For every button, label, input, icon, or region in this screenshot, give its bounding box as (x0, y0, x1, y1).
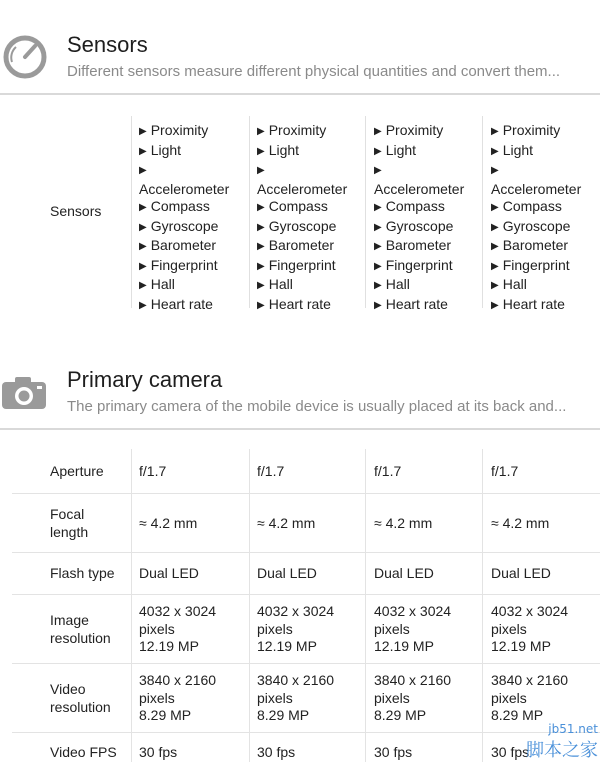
sensor-name: Barometer (268, 237, 335, 253)
sensor-list-item (257, 198, 369, 218)
bullet-triangle-icon: ▶ (139, 145, 147, 157)
cell-value: ≈ 4.2 mm (257, 515, 316, 531)
bullet-triangle-icon: ▶ (374, 145, 382, 157)
bullet-triangle-icon: ▶ (491, 260, 499, 272)
row-label-line: length (50, 523, 89, 540)
sensor-list-item (139, 161, 251, 198)
sensor-name: Barometer (150, 237, 217, 253)
bullet-triangle-icon: ▶ (139, 165, 147, 176)
bullet-triangle-icon: ▶ (374, 165, 382, 176)
cell-value: pixels (139, 689, 175, 706)
cell-value: pixels (139, 620, 175, 637)
bullet-triangle-icon: ▶ (139, 202, 147, 213)
sensor-name: Light (268, 141, 300, 158)
bullet-triangle-icon: ▶ (491, 126, 499, 137)
sensor-list-item (374, 257, 486, 277)
cell-value: pixels (374, 689, 410, 706)
table-cell (139, 603, 216, 656)
cell-value: Dual LED (374, 565, 434, 581)
sensor-list-item (491, 257, 600, 277)
sensor-list-item (139, 198, 251, 218)
bullet-triangle-icon: ▶ (139, 299, 147, 311)
sensor-list-item (257, 237, 369, 257)
sensor-name: Hall (268, 276, 293, 292)
sensor-name: Gyroscope (502, 217, 571, 234)
bullet-triangle-icon: ▶ (257, 280, 265, 291)
row-label (50, 612, 111, 647)
table-cell (139, 565, 199, 583)
sensor-name: Fingerprint (150, 256, 218, 273)
row-label-line: Video FPS (50, 744, 117, 760)
cell-value: 30 fps (491, 744, 530, 760)
cell-value: 12.19 MP (139, 638, 199, 654)
cell-value: ≈ 4.2 mm (374, 515, 433, 531)
table-row (12, 449, 600, 494)
table-cell (374, 463, 401, 481)
sensors-description: Different sensors measure different physical quantities and convert them... (67, 63, 561, 80)
sensor-list-item (374, 237, 486, 257)
sensor-list-item (257, 218, 369, 238)
cell-value: f/1.7 (257, 463, 285, 479)
cell-value: 3840 x 2160 (491, 672, 569, 688)
cell-value: ≈ 4.2 mm (491, 515, 550, 531)
watermark-name: 脚本之家 (526, 740, 598, 761)
sensor-list-item (139, 296, 251, 316)
row-label (50, 681, 111, 716)
cell-value: 12.19 MP (491, 638, 551, 654)
sensor-list-item (491, 198, 600, 218)
table-row (12, 494, 600, 553)
column-divider (131, 449, 132, 762)
bullet-triangle-icon: ▶ (491, 221, 499, 233)
sensor-name: Heart rate (385, 295, 448, 312)
table-row (12, 595, 600, 664)
watermark (526, 722, 598, 762)
sensors-column (257, 122, 369, 315)
sensor-name: Fingerprint (502, 256, 570, 273)
sensor-list-item (374, 142, 486, 162)
table-cell (257, 565, 317, 583)
sensor-list-item (491, 237, 600, 257)
sensor-name: Barometer (502, 237, 569, 253)
cell-value: pixels (257, 689, 293, 706)
bullet-triangle-icon: ▶ (139, 221, 147, 233)
cell-value: Dual LED (491, 565, 551, 581)
sensor-list-item (139, 276, 251, 296)
cell-value: 3840 x 2160 (374, 672, 452, 688)
bullet-triangle-icon: ▶ (491, 299, 499, 311)
table-row (12, 733, 600, 773)
table-cell (139, 515, 197, 533)
bullet-triangle-icon: ▶ (374, 280, 382, 291)
row-label (50, 463, 104, 481)
table-cell (139, 744, 177, 762)
sensor-list-item (374, 198, 486, 218)
table-cell (139, 463, 166, 481)
sensor-list-item (257, 296, 369, 316)
cell-value: 30 fps (139, 744, 178, 760)
bullet-triangle-icon: ▶ (491, 241, 499, 252)
sensor-name: Gyroscope (385, 217, 454, 234)
sensor-list-item (257, 142, 369, 162)
sensor-list-item (257, 257, 369, 277)
cell-value: f/1.7 (491, 463, 519, 479)
sensor-list-item (257, 161, 369, 198)
sensor-list-item (491, 161, 600, 198)
sensor-list-item (139, 142, 251, 162)
sensors-column (491, 122, 600, 315)
bullet-triangle-icon: ▶ (257, 126, 265, 137)
sensor-list-item (139, 122, 251, 142)
cell-value: ≈ 4.2 mm (139, 515, 198, 531)
sensor-list-item (257, 276, 369, 296)
table-cell (491, 515, 549, 533)
sensor-list-item (374, 218, 486, 238)
table-cell (491, 672, 568, 725)
sensor-list-item (374, 276, 486, 296)
sensor-list-item (139, 257, 251, 277)
sensor-name: Compass (385, 198, 445, 214)
bullet-triangle-icon: ▶ (257, 145, 265, 157)
sensor-name: Hall (150, 276, 175, 292)
bullet-triangle-icon: ▶ (374, 202, 382, 213)
sensor-name: Accelerometer (139, 180, 230, 197)
sensor-name: Compass (150, 198, 210, 214)
sensor-name: Barometer (385, 237, 452, 253)
camera-icon (0, 376, 48, 410)
sensor-name: Compass (268, 198, 328, 214)
sensor-list-item (491, 296, 600, 316)
table-cell (491, 603, 568, 656)
sensor-name: Accelerometer (257, 180, 348, 197)
sensor-list-item (374, 161, 486, 198)
table-cell (374, 744, 412, 762)
table-row (12, 664, 600, 733)
row-label (50, 565, 115, 583)
row-label (50, 506, 88, 541)
cell-value: Dual LED (139, 565, 199, 581)
table-cell (257, 672, 334, 725)
cell-value: 8.29 MP (491, 707, 544, 723)
sensor-list-item (491, 276, 600, 296)
bullet-triangle-icon: ▶ (374, 260, 382, 272)
table-cell (374, 565, 434, 583)
cell-value: 4032 x 3024 (491, 603, 569, 619)
cell-value: 3840 x 2160 (257, 672, 335, 688)
sensor-name: Light (502, 141, 534, 158)
cell-value: pixels (491, 689, 527, 706)
table-cell (257, 744, 295, 762)
sensor-name: Gyroscope (150, 217, 219, 234)
table-cell (257, 515, 315, 533)
cell-value: 12.19 MP (257, 638, 317, 654)
sensors-title: Sensors (67, 32, 148, 57)
table-cell (257, 603, 334, 656)
cell-value: pixels (491, 620, 527, 637)
bullet-triangle-icon: ▶ (257, 221, 265, 233)
sensor-name: Proximity (385, 122, 444, 138)
column-divider (365, 449, 366, 762)
bullet-triangle-icon: ▶ (139, 126, 147, 137)
cell-value: 8.29 MP (374, 707, 427, 723)
camera-header-divider (0, 428, 600, 430)
sensor-name: Proximity (268, 122, 327, 138)
bullet-triangle-icon: ▶ (374, 221, 382, 233)
bullet-triangle-icon: ▶ (491, 202, 499, 213)
bullet-triangle-icon: ▶ (257, 202, 265, 213)
camera-description: The primary camera of the mobile device is usually placed at its back and... (67, 398, 567, 415)
sensors-column (139, 122, 251, 315)
sensor-name: Proximity (502, 122, 561, 138)
sensors-column (374, 122, 486, 315)
cell-value: f/1.7 (374, 463, 402, 479)
sensor-list-item (491, 122, 600, 142)
watermark-url: jb51.net (548, 722, 598, 736)
sensor-list-item (139, 237, 251, 257)
cell-value: 30 fps (374, 744, 413, 760)
bullet-triangle-icon: ▶ (491, 145, 499, 157)
sensor-name: Accelerometer (491, 180, 582, 197)
cell-value: 30 fps (257, 744, 296, 760)
sensor-list-item (374, 296, 486, 316)
table-cell (491, 744, 529, 762)
row-label-line: Focal (50, 506, 85, 522)
sensor-name: Heart rate (268, 295, 331, 312)
cell-value: 4032 x 3024 (257, 603, 335, 619)
cell-value: 3840 x 2160 (139, 672, 217, 688)
sensor-name: Proximity (150, 122, 209, 138)
column-divider (131, 116, 132, 308)
row-label-line: resolution (50, 698, 111, 715)
table-cell (257, 463, 284, 481)
sensor-name: Fingerprint (385, 256, 453, 273)
sensor-name: Heart rate (150, 295, 213, 312)
sensor-name: Gyroscope (268, 217, 337, 234)
table-cell (491, 463, 518, 481)
bullet-triangle-icon: ▶ (257, 165, 265, 176)
sensors-header-divider (0, 93, 600, 95)
table-cell (374, 515, 432, 533)
column-divider (249, 449, 250, 762)
table-cell (139, 672, 216, 725)
bullet-triangle-icon: ▶ (374, 241, 382, 252)
table-cell (374, 603, 451, 656)
bullet-triangle-icon: ▶ (374, 299, 382, 311)
cell-value: pixels (374, 620, 410, 637)
cell-value: pixels (257, 620, 293, 637)
sensor-name: Compass (502, 198, 562, 214)
gauge-icon (2, 34, 48, 80)
sensor-name: Light (150, 141, 182, 158)
bullet-triangle-icon: ▶ (257, 299, 265, 311)
row-label-line: Flash type (50, 565, 115, 581)
row-label-line: Video (50, 681, 86, 697)
sensor-name: Heart rate (502, 295, 565, 312)
sensor-name: Light (385, 141, 417, 158)
cell-value: f/1.7 (139, 463, 167, 479)
row-label-line: resolution (50, 629, 111, 646)
cell-value: Dual LED (257, 565, 317, 581)
table-row (12, 553, 600, 595)
bullet-triangle-icon: ▶ (139, 260, 147, 272)
sensor-list-item (491, 218, 600, 238)
bullet-triangle-icon: ▶ (257, 241, 265, 252)
row-label-line: Aperture (50, 463, 104, 479)
sensors-row-label: Sensors (50, 203, 102, 219)
cell-value: 8.29 MP (257, 707, 310, 723)
bullet-triangle-icon: ▶ (491, 280, 499, 291)
bullet-triangle-icon: ▶ (374, 126, 382, 137)
sensor-list-item (374, 122, 486, 142)
sensor-list-item (491, 142, 600, 162)
sensor-name: Fingerprint (268, 256, 336, 273)
cell-value: 12.19 MP (374, 638, 434, 654)
table-cell (491, 565, 551, 583)
sensor-list-item (139, 218, 251, 238)
bullet-triangle-icon: ▶ (257, 260, 265, 272)
sensor-list-item (257, 122, 369, 142)
bullet-triangle-icon: ▶ (491, 165, 499, 176)
row-label-line: Image (50, 612, 89, 628)
row-label (50, 744, 117, 762)
cell-value: 4032 x 3024 (374, 603, 452, 619)
bullet-triangle-icon: ▶ (139, 241, 147, 252)
sensor-name: Hall (502, 276, 527, 292)
bullet-triangle-icon: ▶ (139, 280, 147, 291)
cell-value: 4032 x 3024 (139, 603, 217, 619)
sensor-name: Hall (385, 276, 410, 292)
sensor-name: Accelerometer (374, 180, 465, 197)
cell-value: 8.29 MP (139, 707, 192, 723)
camera-title: Primary camera (67, 367, 223, 392)
table-cell (374, 672, 451, 725)
column-divider (482, 449, 483, 762)
